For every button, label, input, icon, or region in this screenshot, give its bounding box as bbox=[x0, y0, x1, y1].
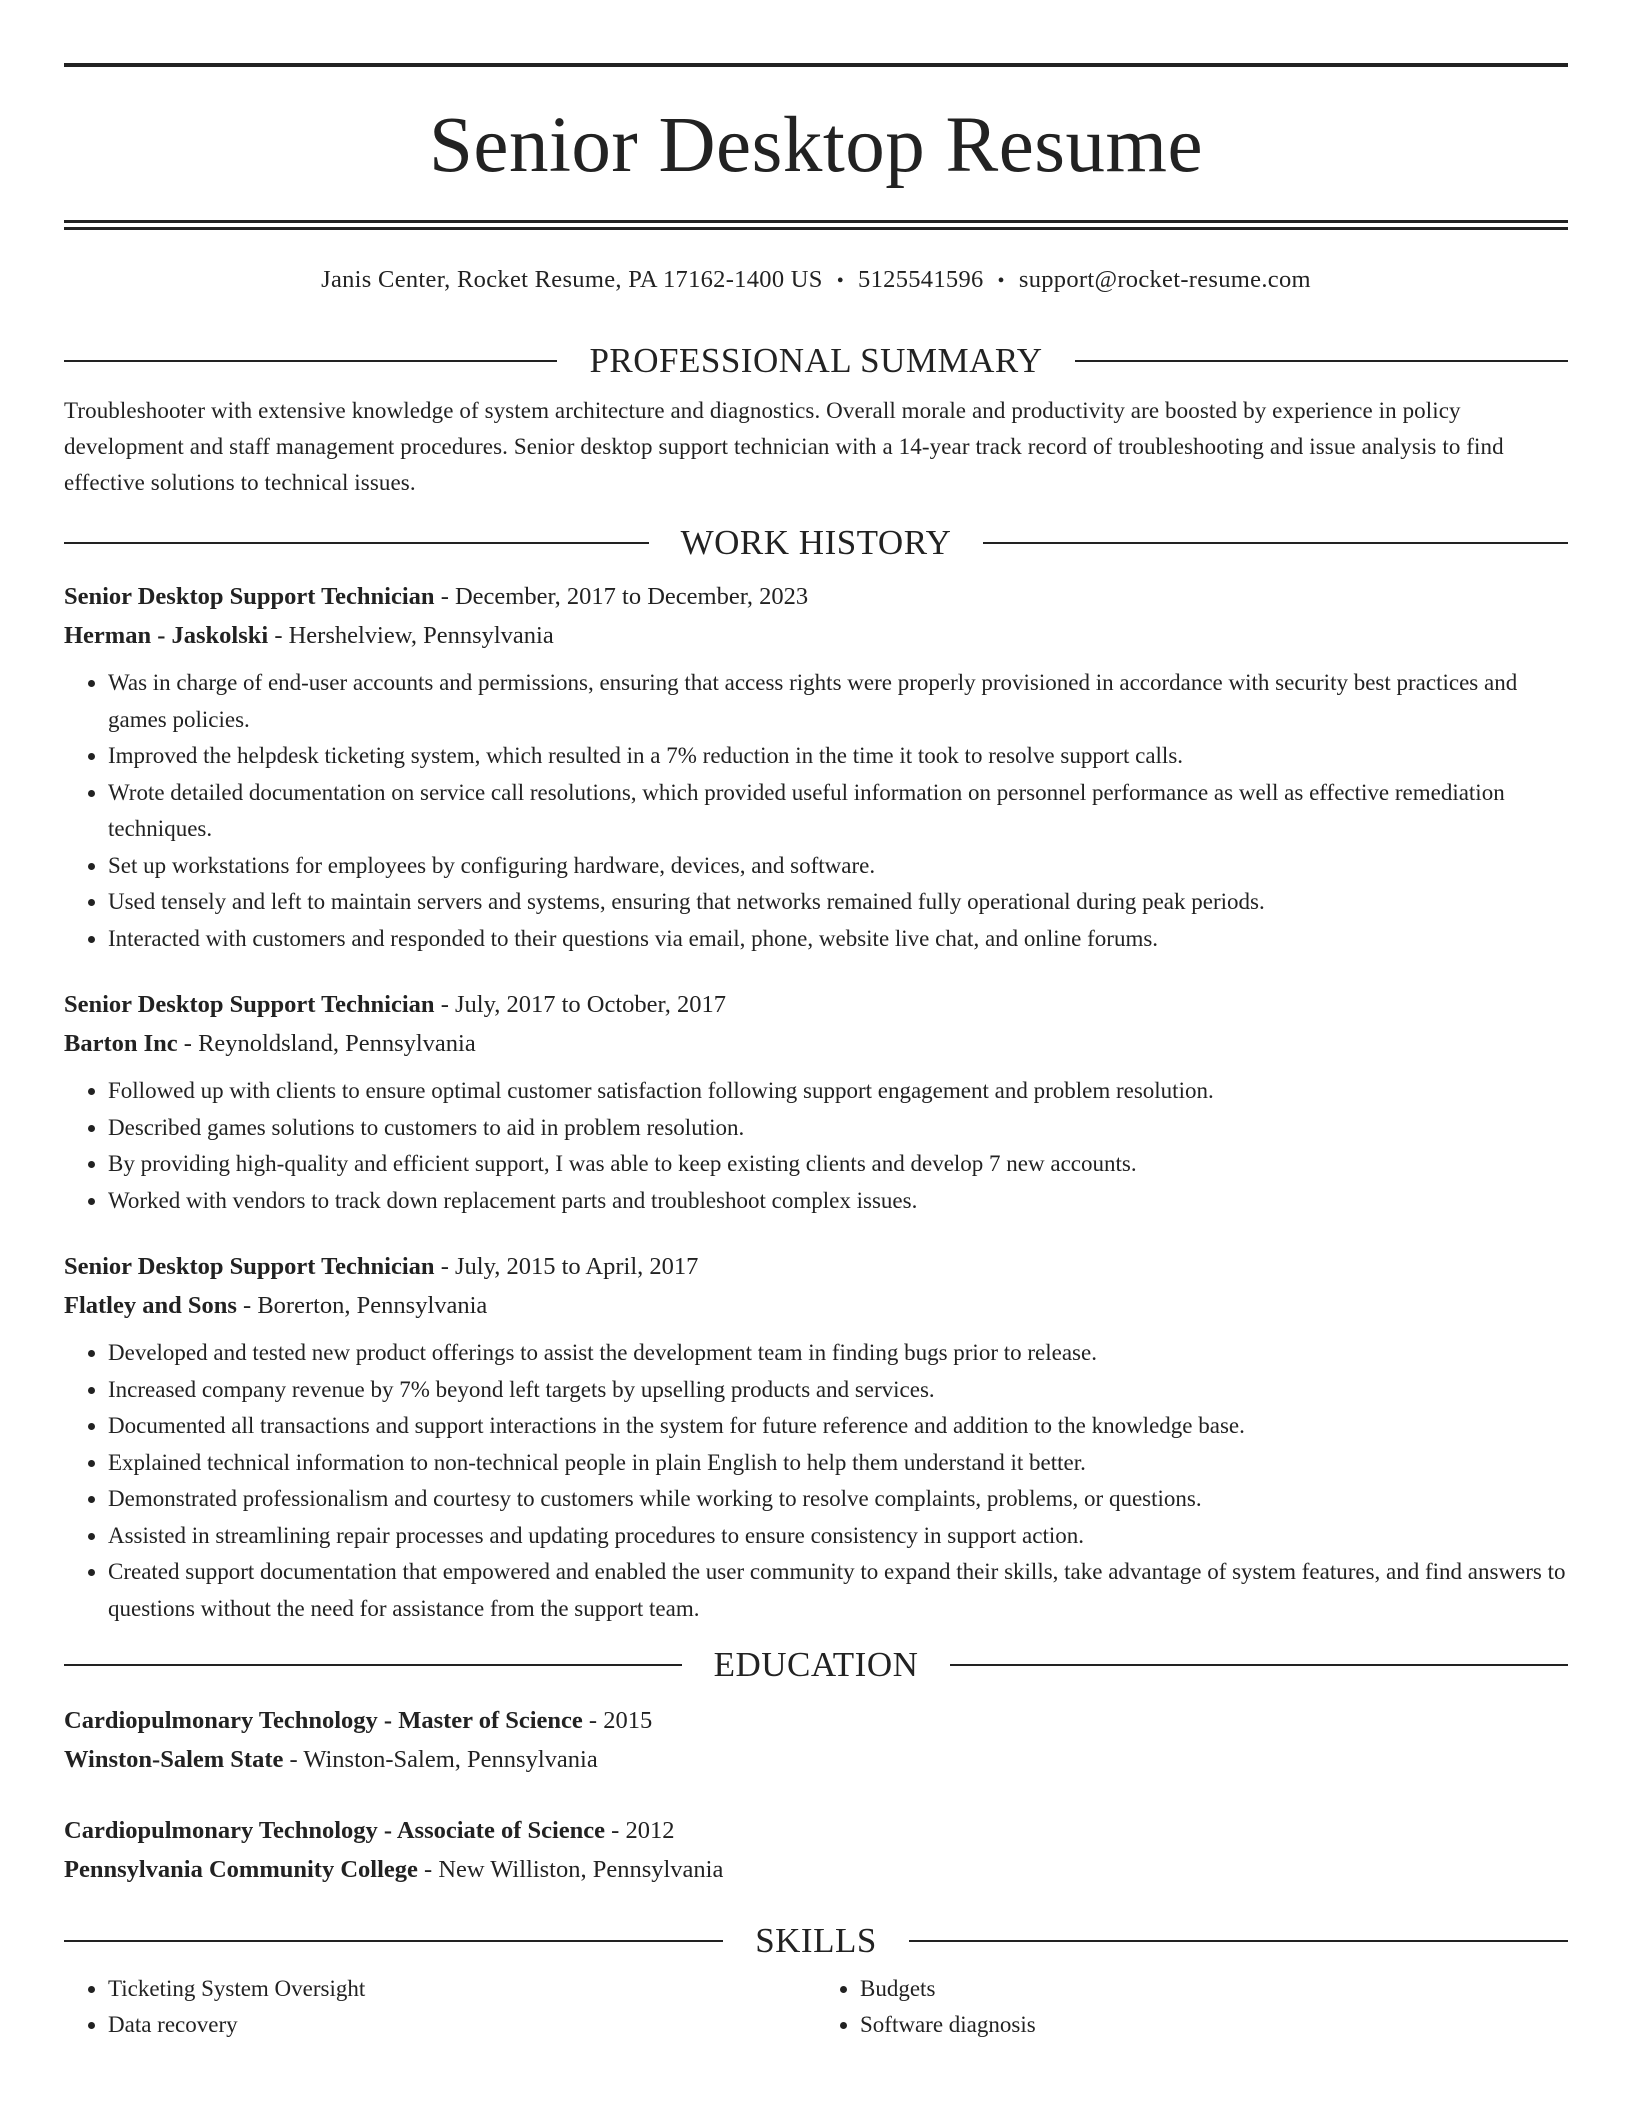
skills-columns bbox=[64, 1971, 1568, 2043]
section-heading-label: WORK HISTORY bbox=[680, 523, 952, 562]
summary-text: Troubleshooter with extensive knowledge of system architecture and diagnostics. Overall morale and productivity are boosted by experience in policy development and staff management procedures. Senior desktop support technician with a 14-year track record of troubleshooting and issue analysis to find effective solutions to technical issues. bbox=[64, 398, 1504, 495]
education-school-line bbox=[64, 1850, 1568, 1889]
job-bullet: • Improved the helpdesk ticketing system, which resulted in a 7% reduction in the time it took to resolve support calls. bbox=[108, 738, 1568, 775]
job-bullet: • Assisted in streamlining repair processes and updating procedures to ensure consistency in support action. bbox=[108, 1518, 1568, 1555]
job-company-line bbox=[64, 1286, 1568, 1325]
heading-rule-right bbox=[909, 1940, 1568, 1942]
education-degree: Cardiopulmonary Technology - Master of Science bbox=[64, 1707, 583, 1734]
education-year: - 2012 bbox=[605, 1817, 675, 1844]
skill-item: • Data recovery bbox=[108, 2007, 816, 2043]
job-company: Herman - Jaskolski bbox=[64, 622, 269, 649]
job-entry bbox=[64, 577, 1568, 957]
job-title-line bbox=[64, 577, 1568, 616]
job-bullet: • Used tensely and left to maintain servers and systems, ensuring that networks remained fully operational during peak periods. bbox=[108, 884, 1568, 921]
section-heading-education bbox=[64, 1643, 1568, 1687]
heading-rule-right bbox=[950, 1664, 1568, 1666]
contact-address: Janis Center, Rocket Resume, PA 17162-1400 US bbox=[321, 266, 823, 293]
job-bullet: • Was in charge of end-user accounts and permissions, ensuring that access rights were properly provisioned in accordance with security best practices and games policies. bbox=[108, 665, 1568, 738]
heading-rule-left bbox=[64, 360, 557, 362]
job-dates: - December, 2017 to December, 2023 bbox=[434, 583, 809, 610]
resume-title: Senior Desktop Resume bbox=[428, 102, 1204, 189]
education-list bbox=[64, 1701, 1568, 1889]
contact-email: support@rocket-resume.com bbox=[1018, 266, 1311, 293]
education-degree-line bbox=[64, 1701, 1568, 1740]
job-dates: - July, 2015 to April, 2017 bbox=[434, 1253, 699, 1280]
education-year: - 2015 bbox=[582, 1707, 653, 1734]
education-degree-line bbox=[64, 1811, 1568, 1850]
job-bullet: • Worked with vendors to track down replacement parts and troubleshoot complex issues. bbox=[108, 1183, 1568, 1220]
job-bullet: • Described games solutions to customers to aid in problem resolution. bbox=[108, 1110, 1568, 1147]
section-heading-work bbox=[64, 521, 1568, 565]
contact-line bbox=[64, 264, 1568, 297]
education-entry bbox=[64, 1701, 1568, 1779]
skill-item: • Software diagnosis bbox=[860, 2007, 1568, 2043]
job-bullets bbox=[64, 665, 1568, 957]
title-double-rule bbox=[64, 220, 1568, 230]
job-title: Senior Desktop Support Technician bbox=[64, 583, 435, 610]
job-location: - Hershelview, Pennsylvania bbox=[268, 622, 554, 649]
job-company: Barton Inc bbox=[64, 1030, 178, 1057]
education-degree: Cardiopulmonary Technology - Associate of Science bbox=[64, 1817, 606, 1844]
job-bullet: • Set up workstations for employees by configuring hardware, devices, and software. bbox=[108, 848, 1568, 885]
contact-separator: • bbox=[836, 270, 845, 292]
job-bullets bbox=[64, 1073, 1568, 1219]
work-history-list bbox=[64, 577, 1568, 1627]
job-bullet: • Explained technical information to non-technical people in plain English to help them understand it better. bbox=[108, 1445, 1568, 1482]
heading-rule-right bbox=[1075, 360, 1568, 362]
section-heading-label: EDUCATION bbox=[713, 1645, 919, 1684]
education-school: Winston-Salem State bbox=[64, 1746, 284, 1773]
job-company-line bbox=[64, 1024, 1568, 1063]
job-location: - Reynoldsland, Pennsylvania bbox=[177, 1030, 476, 1057]
job-bullets bbox=[64, 1335, 1568, 1627]
skill-item: • Ticketing System Oversight bbox=[108, 1971, 816, 2007]
job-dates: - July, 2017 to October, 2017 bbox=[434, 991, 726, 1018]
job-company-line bbox=[64, 616, 1568, 655]
top-rule bbox=[64, 63, 1568, 67]
education-school-line bbox=[64, 1740, 1568, 1779]
job-entry bbox=[64, 1247, 1568, 1627]
heading-rule-left bbox=[64, 542, 649, 544]
section-heading-skills bbox=[64, 1919, 1568, 1963]
job-title-line bbox=[64, 1247, 1568, 1286]
education-school: Pennsylvania Community College bbox=[64, 1856, 418, 1883]
contact-separator: • bbox=[997, 270, 1005, 292]
job-bullet: • Demonstrated professionalism and courtesy to customers while working to resolve complaints, problems, or questions. bbox=[108, 1481, 1568, 1518]
contact-phone: 5125541596 bbox=[858, 266, 984, 293]
job-bullet: • Increased company revenue by 7% beyond left targets by upselling products and services. bbox=[108, 1372, 1568, 1409]
skills-list-left bbox=[64, 1971, 816, 2043]
job-title: Senior Desktop Support Technician bbox=[64, 1253, 435, 1280]
skills-list-right bbox=[816, 1971, 1568, 2043]
education-entry bbox=[64, 1811, 1568, 1889]
section-heading-label: SKILLS bbox=[755, 1921, 877, 1960]
resume-page bbox=[64, 0, 1568, 2043]
job-bullet: • By providing high-quality and efficient support, I was able to keep existing clients and develop 7 new accounts. bbox=[108, 1146, 1568, 1183]
section-heading-label: PROFESSIONAL SUMMARY bbox=[589, 341, 1043, 380]
job-bullet: • Followed up with clients to ensure optimal customer satisfaction following support engagement and problem resolution. bbox=[108, 1073, 1568, 1110]
job-bullet: • Documented all transactions and support interactions in the system for future reference and addition to the knowledge base. bbox=[108, 1408, 1568, 1445]
job-entry bbox=[64, 985, 1568, 1219]
job-location: - Borerton, Pennsylvania bbox=[236, 1292, 488, 1319]
heading-rule-right bbox=[983, 542, 1568, 544]
job-company: Flatley and Sons bbox=[64, 1292, 237, 1319]
job-title-line bbox=[64, 985, 1568, 1024]
education-location: - Winston-Salem, Pennsylvania bbox=[283, 1746, 598, 1773]
skill-item: • Budgets bbox=[860, 1971, 1568, 2007]
job-bullet: • Developed and tested new product offerings to assist the development team in finding bugs prior to release. bbox=[108, 1335, 1568, 1372]
education-location: - New Williston, Pennsylvania bbox=[417, 1856, 724, 1883]
heading-rule-left bbox=[64, 1940, 723, 1942]
heading-rule-left bbox=[64, 1664, 682, 1666]
job-bullet: • Created support documentation that empowered and enabled the user community to expand their skills, take advantage of system features, and find answers to questions without the need for assistance from the support team. bbox=[108, 1554, 1568, 1627]
job-title: Senior Desktop Support Technician bbox=[64, 991, 435, 1018]
job-bullet: • Wrote detailed documentation on service call resolutions, which provided useful information on personnel performance as well as effective remediation techniques. bbox=[108, 775, 1568, 848]
section-heading-summary bbox=[64, 339, 1568, 383]
job-bullet: • Interacted with customers and responded to their questions via email, phone, website live chat, and online forums. bbox=[108, 921, 1568, 958]
